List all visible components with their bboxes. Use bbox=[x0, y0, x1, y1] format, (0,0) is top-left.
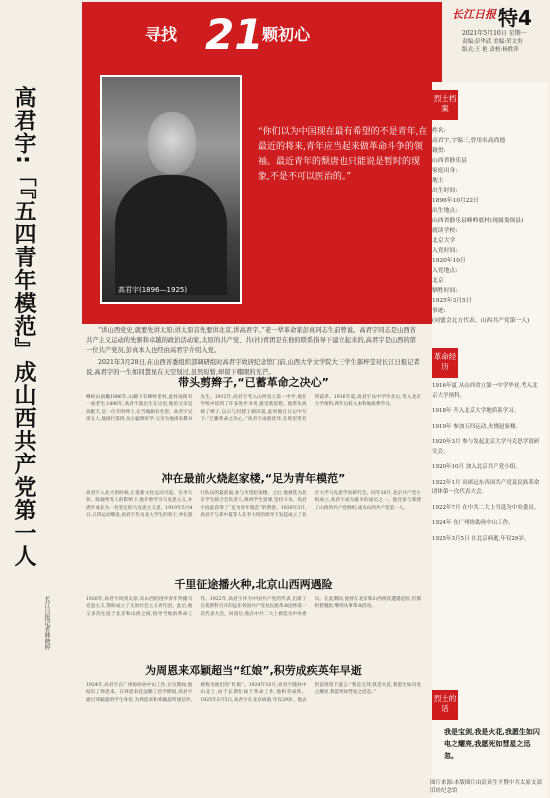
editor-credits: 责编:彭华武 美编:荣文贵 bbox=[462, 39, 523, 45]
timeline-item: 1922年1月 出席远东各国共产党及民族革命团体第一次代表大会。 bbox=[432, 479, 540, 495]
timeline-item: 1920年10月 加入北京共产党小组。 bbox=[432, 464, 521, 470]
profile-line: 1920年10月 bbox=[432, 258, 466, 264]
article-section bbox=[86, 662, 421, 704]
section-heading: 千里征途播火种,北京山西两遇险 bbox=[174, 578, 333, 591]
profile-line: 1896年10月22日 bbox=[432, 198, 479, 204]
sidebar-label-profile: 烈士档案 bbox=[432, 90, 458, 120]
issue-date: 2021年5月10日 星期一 bbox=[462, 30, 527, 37]
profile-line: (同盟会北方代表、山西共产党第一人) bbox=[432, 318, 530, 324]
layout-credits: 版式:王 艳 责校:杨胜萍 bbox=[462, 47, 519, 53]
intro-paragraph: 2021年3月28日,在山西省委组织部调研组时高君宇故居纪念馆门前,山西大学文学院大三学生郝梓莹对长江日报记者说,高君宇的一生如同慧星在天空划过,虽然短暂,却留下耀眼的光芒。 bbox=[86, 359, 420, 376]
image-credit: 图片来源:本版图片由彭真生平暨中共太原支部旧址纪念馆 bbox=[430, 780, 542, 794]
martyr-quote: 我是宝剑,我是火花,我愿生如闪电之耀亮,我愿死如彗星之迅忽。 bbox=[444, 727, 540, 760]
section-heading: 为周恩来邓颖超当“红娘”,积劳成疾英年早逝 bbox=[145, 664, 362, 677]
article-intro bbox=[86, 326, 421, 378]
timeline-item: 1919年 参加五四运动,火烧赵家楼。 bbox=[432, 423, 521, 430]
timeline-item: 1920年3月 参与发起北京大学马克思学说研究会。 bbox=[432, 439, 540, 455]
profile-line: 姓名: bbox=[432, 128, 446, 134]
hero-quote: “你们以为中国现在最有希望的不是青年,在最近的将来,青年应当起来做革命斗争的领袖。最近青年的颓唐也只能说是暂时的现象,不是不可以医治的。” bbox=[258, 127, 428, 182]
portrait-face bbox=[148, 112, 196, 174]
profile-line: 山西省静乐县 bbox=[432, 158, 467, 164]
profile-line: 地主 bbox=[432, 178, 444, 184]
timeline-item: 1924年 在广州协助孙中山工作。 bbox=[432, 520, 514, 526]
profile-line: 家庭出身: bbox=[432, 168, 458, 174]
article-section bbox=[86, 374, 421, 424]
timeline-item: 1916年夏 从山西省立第一中学毕业,考入北京大学预科。 bbox=[432, 383, 538, 399]
profile-line: 入党地点: bbox=[432, 268, 458, 274]
profile-line: 事迹: bbox=[432, 308, 446, 314]
section-heading: 带头剪辫子,“已蓄革命之决心” bbox=[178, 376, 329, 389]
profile-line: 高君宇,字锡三,曾用名高尚德 bbox=[432, 138, 506, 144]
intro-paragraph: “讲山西党史,就要先讲太原;讲太原首先要讲北京,讲高君宇。”老一辈革命家彭真同志生前曾说。高君宇同志是山西省共产主义运动的先驱和卓越的政治活动家,太原的共产党、共(社)青团是在他的联系指导下建立起来的,高君宇是山西的第一位共产党员,彭真本人也经由高君宇介绍入党。 bbox=[86, 327, 417, 354]
series-title-suffix: 颗初心 bbox=[262, 25, 311, 44]
sidebar-label-timeline: 革命经历 bbox=[432, 348, 458, 378]
profile-line: 山西省静乐县峰岭底村(现属娄烦县) bbox=[432, 218, 524, 224]
section-body: 高君宇入北大的时候,正值新文化运动兴起。在李大钊、陈独秀等人的影响下,他开始学习马克思主义,并逐步成长为一名坚定的马克思主义者。1919年5月4日,五四运动爆发,高君宇作为北大学生的骨干,冲在游行队伍的最前面,参与火烧赵家楼。之后,他被选为北京学生联合会负责人,组织学生罢课,坚持斗争。高君宇因此获得了“足为青年模范”的赞誉。1920年3月,高君宇与邓中夏等人在李大钊的指导下发起成立了北京大学马克思学说研究会。同年10月,北京共产党小组成立,高君宇成为最早的成员之一。他还参与筹建了山西的共产党组织,成为山西共产党第一人。 bbox=[86, 491, 421, 519]
profile-line: 就读学校: bbox=[432, 228, 458, 234]
section-body: 峰岭山南簸1896年,山脚下有峰岭里村,此村南街有一座老宅,1896年,高君宇就出生在这里,他的父亲是高配天,是一位开明绅士,在当地颇有名望。高君宇兄弟五人,他排行第四,从小聪明好学,父亲为他请来教书先生。1912年,高君宇考入山西省立第一中学,他在学校中读到了许多进步书刊,接受新思想。他带头剪掉了辫子,以示与封建王朝决裂,此时他在日记中写下:“已蓄革命之决心。”高君宇成绩优异,在班里常名列前茅。1916年夏,高君宇从中学毕业后,考入北京大学预科,两年后转入本科地质系学习。 bbox=[86, 395, 421, 423]
profile-line: 出生地点: bbox=[432, 208, 458, 214]
reporter-byline: 长江日报记者韩晓婷 bbox=[43, 596, 50, 650]
section-body: 1920年,高君宇回到太原,向山西的进步青年传播马克思主义,帮助成立了太原社会主义青年团。此后,他又多次往返于北京和山西之间,指导当地的革命工作。1922年,高君宇作为中国共产党的代表,出席了在莫斯科召开的远东各国共产党及民族革命团体第一次代表大会。回国后,他在中共二大上被选为中央委员。在此期间,他曾在北京和山西两次遭遇危险,但都机智脱险,继续从事革命活动。 bbox=[86, 597, 421, 617]
profile-line: 北京 bbox=[432, 278, 444, 284]
newspaper-logo: 长江日报 bbox=[452, 8, 496, 21]
profile-list bbox=[432, 126, 542, 326]
profile-line: 出生时间: bbox=[432, 188, 458, 194]
timeline-list bbox=[432, 382, 542, 550]
photo-caption: 高君宇(1896—1925) bbox=[118, 286, 188, 294]
timeline-item: 1922年7月 在中共二大上当选为中央委员。 bbox=[432, 504, 540, 511]
main-headline: 高君宇:「『五四青年模范』成山西共产党第一人 bbox=[11, 86, 36, 568]
profile-line: 籍贯: bbox=[432, 148, 446, 154]
profile-line: 北京大学 bbox=[432, 238, 456, 244]
sidebar-label-quote: 烈士的话 bbox=[432, 690, 458, 720]
profile-line: 1925年3月5日 bbox=[432, 298, 472, 304]
timeline-item: 1918年 升入北京大学地质系学习。 bbox=[432, 408, 520, 414]
portrait-figure bbox=[115, 175, 227, 295]
section-body: 1924年,高君宇在广州协助孙中山工作,在这期间,他结识了周恩来。在周恩来赴法勤工俭学期间,高君宇通过邓颖超的学生身份,为周恩来和邓颖超传递信件,被称为他们的“红娘”。1924年10月,高君宇随孙中山北上,由于长期忙碌于革命工作,他积劳成疾。1925年3月5日,高君宇在北京病逝,年仅29岁。他去世前曾留下遗言:“我是宝剑,我是火花,我愿生如闪电之耀亮,我愿死如彗星之迅忽。” bbox=[86, 683, 421, 703]
series-title-number: 21 bbox=[205, 10, 264, 59]
series-title-prefix: 寻找 bbox=[145, 25, 178, 44]
profile-line: 入党时间: bbox=[432, 248, 458, 254]
article-section bbox=[86, 576, 421, 618]
page-section-tag: 特4 bbox=[498, 6, 532, 30]
timeline-item: 1925年3月5日 在北京病逝,年仅29岁。 bbox=[432, 535, 530, 542]
section-heading: 冲在最前火烧赵家楼,“足为青年模范” bbox=[161, 472, 346, 485]
profile-line: 牺牲时间: bbox=[432, 288, 458, 294]
article-section bbox=[86, 470, 421, 520]
